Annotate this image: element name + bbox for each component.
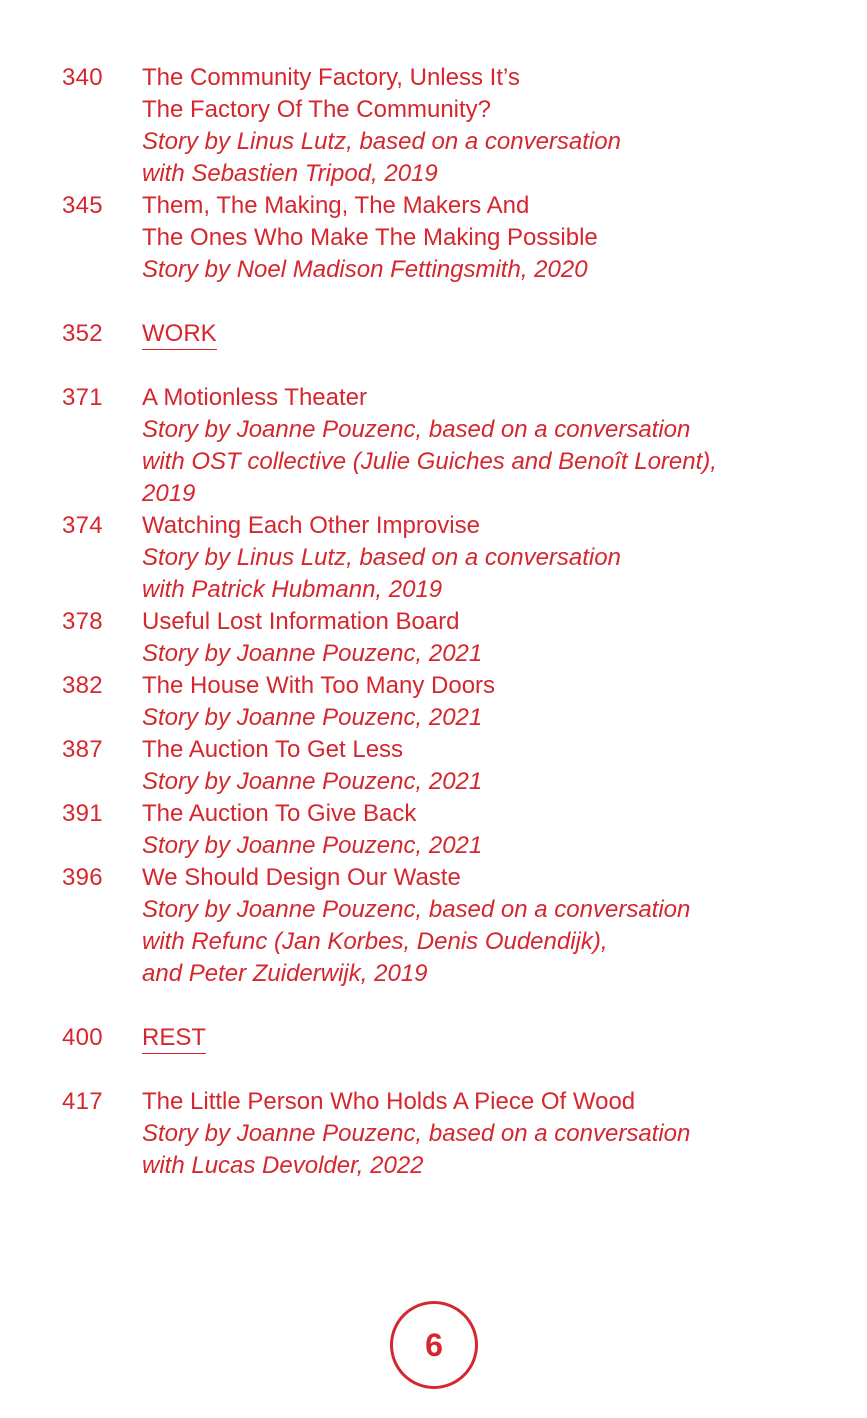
story-title-line: A Motionless Theater <box>142 384 368 411</box>
toc-entry <box>0 734 867 798</box>
toc-page-number: 340 <box>62 64 103 91</box>
story-title-line: Watching Each Other Improvise <box>142 512 480 539</box>
toc-entry-content <box>142 734 867 798</box>
story-byline-line: 2019 <box>142 480 196 507</box>
story-byline-line: Story by Linus Lutz, based on a conversation <box>142 544 621 571</box>
story-title-line: The Ones Who Make The Making Possible <box>142 224 598 251</box>
toc-entry <box>0 510 867 606</box>
toc-page-number: 400 <box>62 1024 103 1051</box>
story-byline-line: with Lucas Devolder, 2022 <box>142 1152 424 1179</box>
toc-entry-content <box>142 62 867 190</box>
story-byline-line: with OST collective (Julie Guiches and Benoît Lorent), <box>142 448 717 475</box>
toc-page-number: 371 <box>62 384 103 411</box>
toc-section-entry <box>0 1022 867 1054</box>
page-number-badge <box>390 1301 478 1389</box>
toc-entry-content <box>142 382 867 510</box>
story-title-line: The Community Factory, Unless It’s <box>142 64 520 91</box>
story-byline-line: Story by Joanne Pouzenc, 2021 <box>142 704 483 731</box>
story-byline-line: with Sebastien Tripod, 2019 <box>142 160 438 187</box>
toc-entry <box>0 190 867 286</box>
toc-entry-content <box>142 190 867 286</box>
story-byline-line: Story by Joanne Pouzenc, 2021 <box>142 768 483 795</box>
story-byline-line: Story by Joanne Pouzenc, based on a conversation <box>142 1120 691 1147</box>
toc-entry <box>0 670 867 734</box>
toc-page-number: 374 <box>62 512 103 539</box>
toc-page-number: 352 <box>62 320 103 347</box>
toc-section-entry <box>0 318 867 350</box>
story-byline-line: and Peter Zuiderwijk, 2019 <box>142 960 428 987</box>
toc-page-number: 345 <box>62 192 103 219</box>
toc-entry <box>0 62 867 190</box>
page-number: 6 <box>425 1326 443 1363</box>
toc-entry-content <box>142 606 867 670</box>
toc-entry-content <box>142 1022 867 1054</box>
story-title-line: The Auction To Get Less <box>142 736 404 763</box>
story-title-line: The Little Person Who Holds A Piece Of Wood <box>142 1088 636 1115</box>
toc-entry-content <box>142 318 867 350</box>
story-title-line: The Factory Of The Community? <box>142 96 492 123</box>
section-title: REST <box>142 1024 206 1054</box>
story-title-line: Them, The Making, The Makers And <box>142 192 530 219</box>
toc-entry-content <box>142 798 867 862</box>
story-byline-line: Story by Joanne Pouzenc, 2021 <box>142 640 483 667</box>
story-byline-line: Story by Noel Madison Fettingsmith, 2020 <box>142 256 588 283</box>
story-byline-line: Story by Joanne Pouzenc, 2021 <box>142 832 483 859</box>
toc-page-number: 378 <box>62 608 103 635</box>
toc-entry <box>0 862 867 990</box>
toc-page-number: 417 <box>62 1088 103 1115</box>
story-title-line: The Auction To Give Back <box>142 800 417 827</box>
story-byline-line: Story by Linus Lutz, based on a conversation <box>142 128 621 155</box>
story-byline-line: with Refunc (Jan Korbes, Denis Oudendijk), <box>142 928 608 955</box>
toc-page-number: 387 <box>62 736 103 763</box>
toc-page-number: 391 <box>62 800 103 827</box>
toc-entry-content <box>142 670 867 734</box>
story-title-line: We Should Design Our Waste <box>142 864 461 891</box>
story-title-line: Useful Lost Information Board <box>142 608 460 635</box>
section-title: WORK <box>142 320 217 350</box>
toc-entry <box>0 798 867 862</box>
story-byline-line: with Patrick Hubmann, 2019 <box>142 576 443 603</box>
table-of-contents <box>0 62 867 1182</box>
story-title-line: The House With Too Many Doors <box>142 672 496 699</box>
toc-page-number: 396 <box>62 864 103 891</box>
toc-entry-content <box>142 862 867 990</box>
story-byline-line: Story by Joanne Pouzenc, based on a conversation <box>142 896 691 923</box>
story-byline-line: Story by Joanne Pouzenc, based on a conversation <box>142 416 691 443</box>
toc-entry-content <box>142 510 867 606</box>
toc-entry <box>0 1086 867 1182</box>
toc-entry <box>0 382 867 510</box>
toc-page-number: 382 <box>62 672 103 699</box>
toc-entry-content <box>142 1086 867 1182</box>
toc-entry <box>0 606 867 670</box>
